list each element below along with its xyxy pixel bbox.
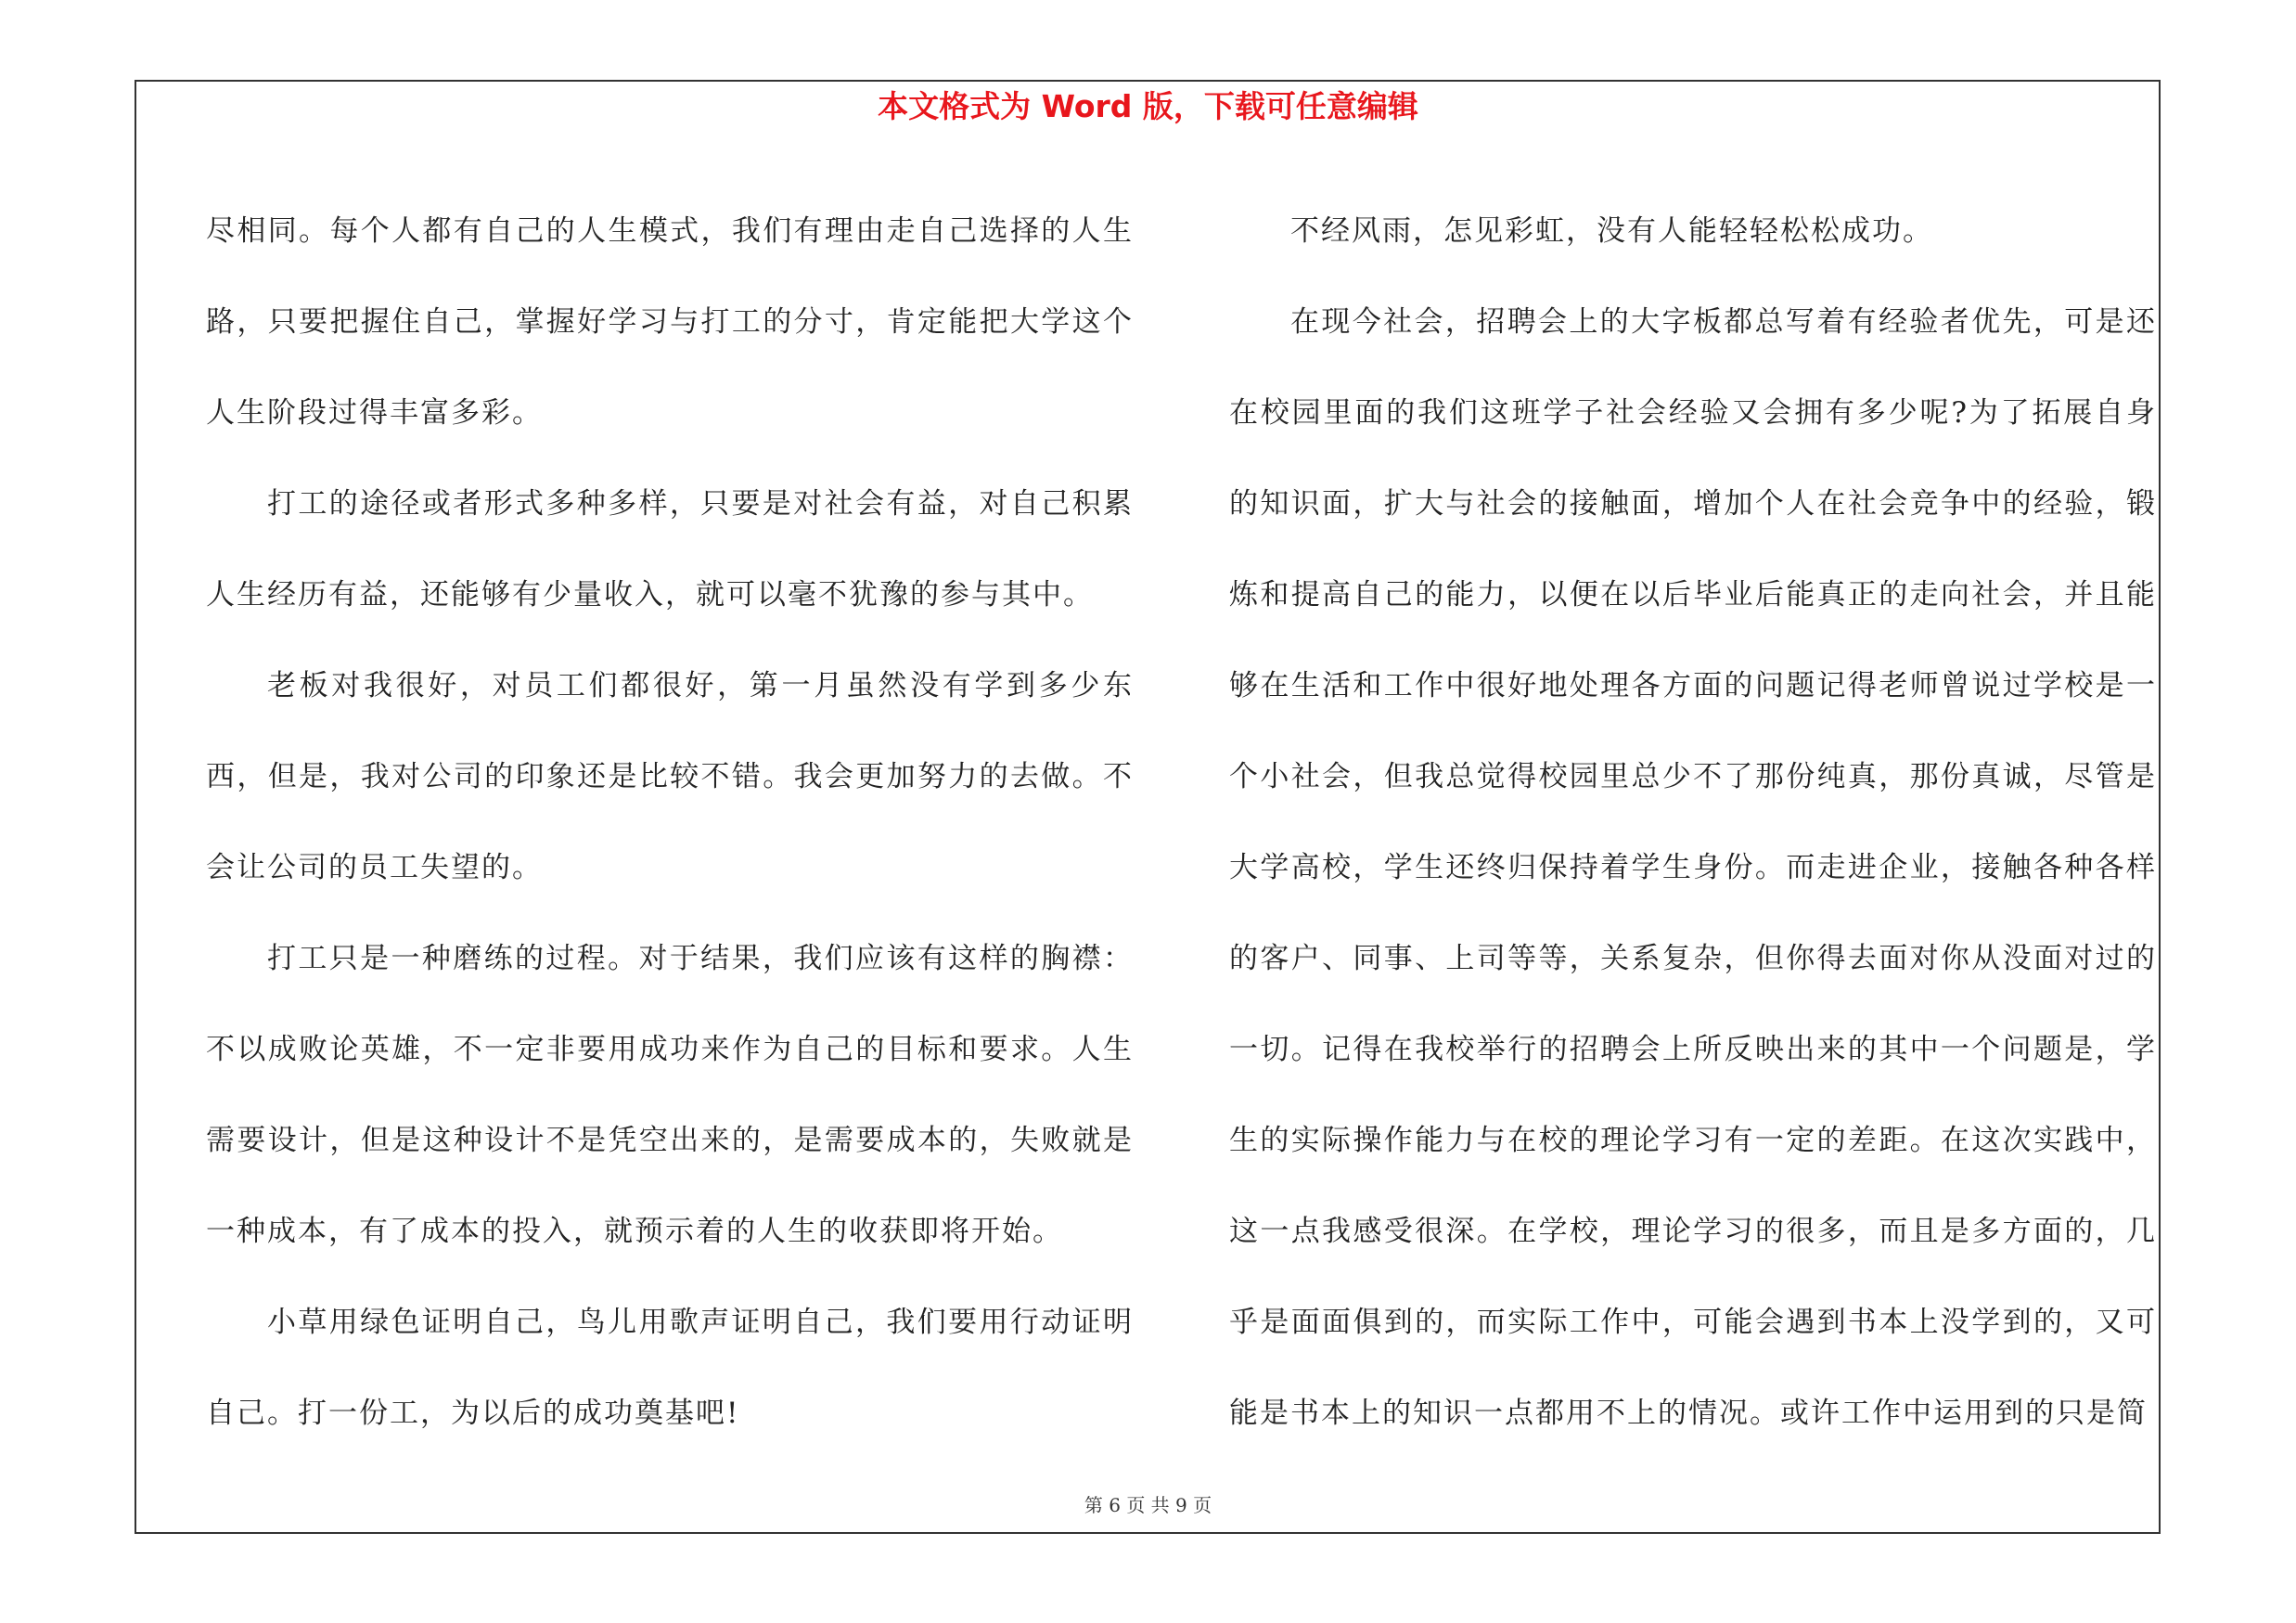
paragraph: 尽相同。每个人都有自己的人生模式，我们有理由走自己选择的人生路，只要把握住自己，掌握好学习与打工的分寸，肯定能把大学这个人生阶段过得丰富多彩。 bbox=[206, 214, 1134, 430]
paragraph: 老板对我很好，对员工们都很好，第一月虽然没有学到多少东西，但是，我对公司的印象还是比较不错。我会更加努力的去做。不会让公司的员工失望的。 bbox=[206, 669, 1134, 884]
paragraph: 打工只是一种磨练的过程。对于结果，我们应该有这样的胸襟：不以成败论英雄，不一定非要用成功来作为自己的目标和要求。人生需要设计，但是这种设计不是凭空出来的，是需要成本的，失败就是一种成本，有了成本的投入，就预示着的人生的收获即将开始。 bbox=[206, 942, 1134, 1248]
left-column bbox=[206, 186, 1134, 1459]
paragraph: 在现今社会，招聘会上的大字板都总写着有经验者优先，可是还在校园里面的我们这班学子社会经验又会拥有多少呢?为了拓展自身的知识面，扩大与社会的接触面，增加个人在社会竞争中的经验，锻炼和提高自己的能力，以便在以后毕业后能真正的走向社会，并且能够在生活和工作中很好地处理各方面的问题记得老师曾说过学校是一个小社会，但我总觉得校园里总少不了那份纯真，那份真诚，尽管是大学高校，学生还终归保持着学生身份。而走进企业，接触各种各样的客户、同事、上司等等，关系复杂，但你得去面对你从没面对过的一切。记得在我校举行的招聘会上所反映出来的其中一个问题是，学生的实际操作能力与在校的理论学习有一定的差距。在这次实践中，这一点我感受很深。在学校，理论学习的很多，而且是多方面的，几乎是面面俱到的，而实际工作中，可能会遇到书本上没学到的，又可能是书本上的知识一点都用不上的情况。或许工作中运用到的只是简 bbox=[1229, 305, 2157, 1430]
format-banner: 本文格式为 Word 版，下载可任意编辑 bbox=[878, 88, 1418, 124]
paragraph: 打工的途径或者形式多种多样，只要是对社会有益，对自己积累人生经历有益，还能够有少量收入，就可以毫不犹豫的参与其中。 bbox=[206, 487, 1134, 612]
paragraph: 小草用绿色证明自己，鸟儿用歌声证明自己，我们要用行动证明自己。打一份工，为以后的成功奠基吧! bbox=[206, 1306, 1134, 1430]
page-number: 第 6 页 共 9 页 bbox=[1084, 1494, 1212, 1516]
right-column bbox=[1229, 186, 2157, 1459]
paragraph: 不经风雨，怎见彩虹，没有人能轻轻松松成功。 bbox=[1290, 214, 1933, 248]
